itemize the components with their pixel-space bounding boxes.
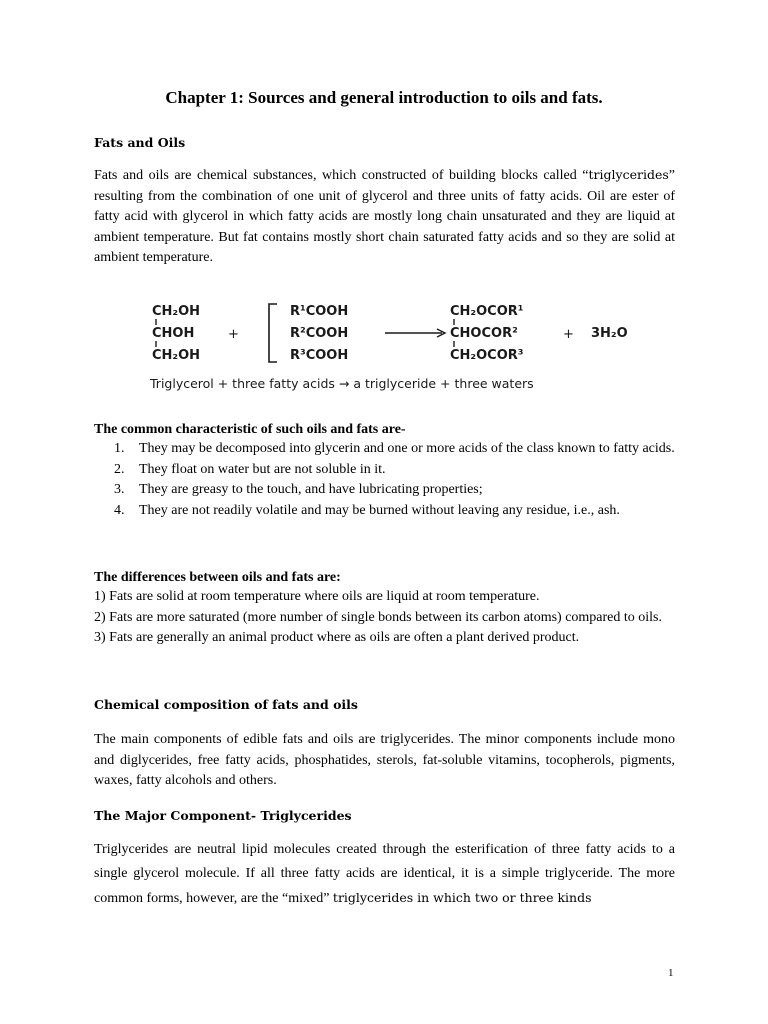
page-number: 1: [668, 967, 674, 979]
list-text: They float on water but are not soluble in it.: [139, 461, 386, 477]
paragraph-major-component: [94, 838, 675, 911]
glycerol-line-2: CHOH: [152, 326, 195, 341]
list-text: They are greasy to the touch, and have lubricating properties;: [139, 482, 483, 498]
section-heading-fats-and-oils: Fats and Oils: [94, 135, 186, 150]
list-number: 1.: [114, 441, 125, 456]
list-item: [94, 501, 675, 522]
differences-list: [94, 587, 675, 649]
difference-item: 3) Fats are generally an animal product where as oils are often a plant derived product.: [94, 630, 580, 646]
paragraph-tail: triglycerides in which two or three kinds: [332, 890, 592, 905]
list-item: [94, 480, 675, 501]
difference-item: 1) Fats are solid at room temperature where oils are liquid at room temperature.: [94, 589, 540, 604]
product-line-2: CHOCOR²: [450, 326, 518, 341]
characteristics-list: [94, 439, 675, 521]
glycerol-line-1: CH₂OH: [152, 304, 201, 319]
paragraph-fats-and-oils: [94, 165, 675, 269]
list-text: They are not readily volatile and may be burned without leaving any residue, i.e., ash.: [139, 502, 620, 518]
difference-item: 2) Fats are more saturated (more number of single bonds between its carbon atoms) compared to oils.: [94, 609, 663, 625]
list-item: [94, 439, 675, 460]
fatty-acid-3: R³COOH: [290, 348, 349, 363]
paragraph-text: Triglycerides are neutral lipid molecules created through the esterification of three fatty acids to a single glycerol molecule. If all three fatty acids are identical, it is a simple triglyceride. The more common forms, however, are the “mixed”: [94, 842, 675, 906]
product-line-3: CH₂OCOR³: [450, 348, 524, 363]
list-number: 3.: [114, 482, 125, 498]
section-heading-major-component: The Major Component- Triglycerides: [94, 808, 352, 823]
paragraph-text: Fats and oils are chemical substances, which constructed of building blocks called “: [94, 168, 589, 183]
reaction-caption: Triglycerol + three fatty acids → a triglyceride + three waters: [150, 376, 534, 391]
section-heading-composition: Chemical composition of fats and oils: [94, 697, 358, 712]
section-heading-differences: The differences between oils and fats are:: [94, 570, 341, 585]
plus-sign: +: [228, 327, 239, 342]
list-number: 4.: [114, 502, 125, 518]
reaction-diagram: [145, 296, 635, 394]
section-heading-characteristics: The common characteristic of such oils and fats are-: [94, 422, 406, 437]
list-item: [94, 460, 675, 481]
emphasized-term: triglycerides: [588, 167, 669, 182]
characteristics-list-container: [94, 439, 675, 521]
paragraph-text: ” resulting from the combination of one unit of glycerol and three units of fatty acids. Oil are ester of fatty acid with glycerol in which fatty acids are mostly long chain unsaturated and they are liquid at ambient temperature. But fat contains mostly short chain saturated fatty acids and so they are solid at ambient temperature.: [94, 168, 675, 266]
water: 3H₂O: [591, 326, 628, 341]
plus-sign-2: +: [563, 327, 574, 342]
glycerol-line-3: CH₂OH: [152, 348, 201, 363]
bracket-left: [269, 304, 277, 362]
product-line-1: CH₂OCOR¹: [450, 304, 524, 319]
fatty-acid-1: R¹COOH: [290, 304, 349, 319]
fatty-acid-2: R²COOH: [290, 326, 349, 341]
list-number: 2.: [114, 461, 125, 477]
paragraph-composition: The main components of edible fats and oils are triglycerides. The minor components include mono and diglycerides, free fatty acids, phosphatides, sterols, fat-soluble vitamins, tocopherols, pigments, waxes, fatty alcohols and others.: [94, 732, 675, 789]
chapter-title: Chapter 1: Sources and general introduction to oils and fats.: [165, 88, 603, 107]
list-text: They may be decomposed into glycerin and one or more acids of the class known to fatty acids.: [139, 441, 675, 456]
